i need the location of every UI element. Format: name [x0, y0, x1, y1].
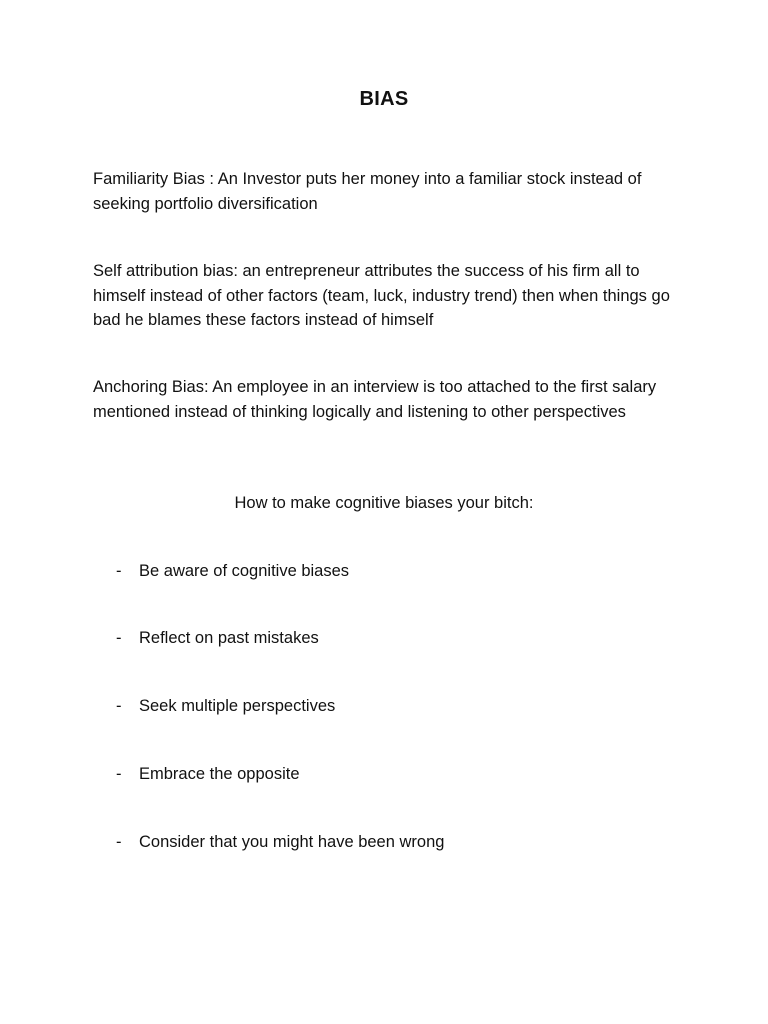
list-item-text: Consider that you might have been wrong	[139, 833, 445, 851]
anchoring-bias-paragraph: Anchoring Bias: An employee in an interview is too attached to the first salary mentioned instead of thinking logically and listening to other perspectives	[93, 378, 657, 421]
list-item	[116, 626, 319, 651]
list-item	[116, 559, 349, 584]
tips-heading: How to make cognitive biases your bitch:	[234, 494, 534, 512]
list-item	[116, 694, 335, 719]
list-item	[116, 762, 300, 787]
bullet-dash: -	[116, 833, 122, 851]
bullet-dash: -	[116, 562, 122, 580]
bullet-dash: -	[116, 765, 122, 783]
bullet-dash: -	[116, 629, 122, 647]
familiarity-bias-paragraph: Familiarity Bias : An Investor puts her money into a familiar stock instead of seeking portfolio diversification	[93, 170, 642, 213]
list-item-text: Embrace the opposite	[139, 765, 300, 783]
list-item-text: Seek multiple perspectives	[139, 697, 336, 715]
self-attribution-bias-paragraph: Self attribution bias: an entrepreneur attributes the success of his firm all to himself instead of other factors (team, luck, industry trend) then when things go bad he blames these factors instead of himself	[93, 262, 670, 329]
document-title: BIAS	[359, 88, 409, 110]
list-item-text: Be aware of cognitive biases	[139, 562, 350, 580]
list-item	[116, 830, 444, 855]
list-item-text: Reflect on past mistakes	[139, 629, 319, 647]
bullet-dash: -	[116, 697, 122, 715]
